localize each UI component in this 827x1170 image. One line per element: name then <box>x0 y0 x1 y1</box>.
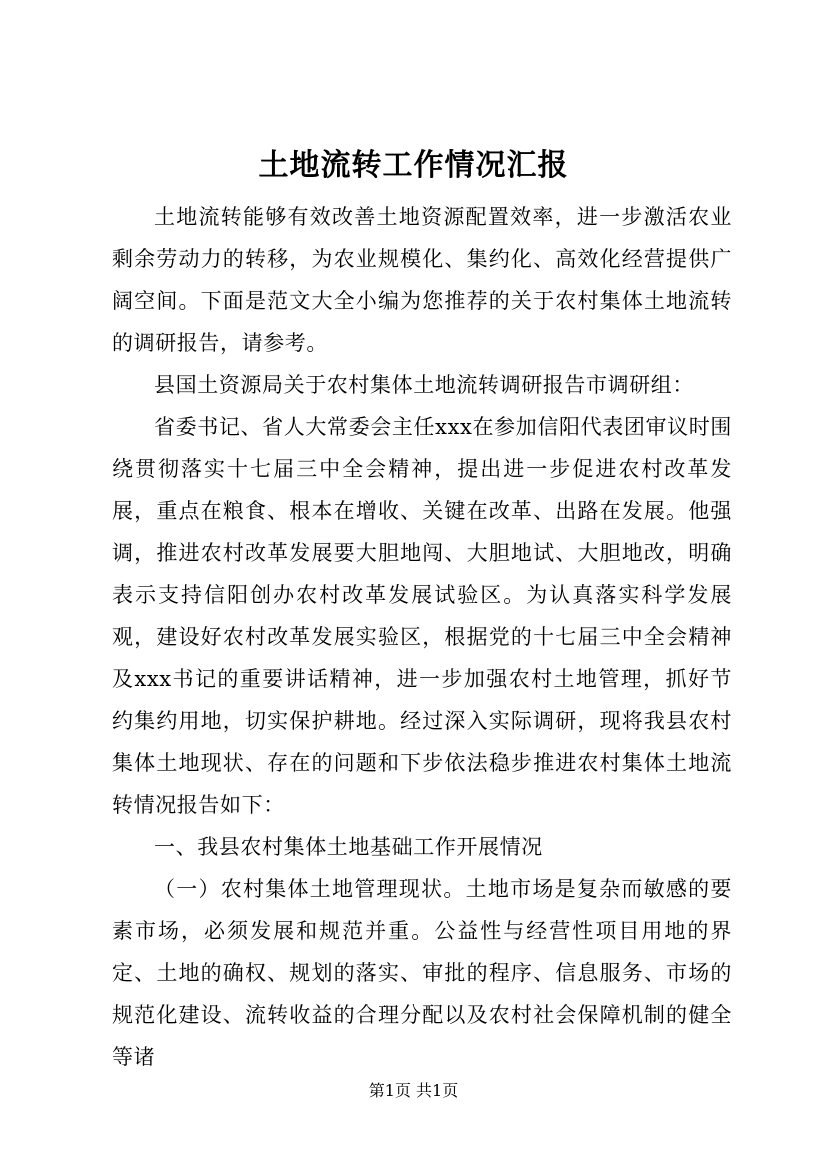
paragraph-management-status: （一）农村集体土地管理现状。土地市场是复杂而敏感的要素市场，必须发展和规范并重。公益性与经营性项目用地的界定、土地的确权、规划的落实、审批的程序、信息服务、市场的规范化建设、流转收益的合理分配以及农村社会保障机制的健全等诸 <box>112 877 732 1069</box>
paragraph-background: 省委书记、省人大常委会主任xxx在参加信阳代表团审议时围绕贯彻落实十七届三中全会精神，提出进一步促进农村改革发展，重点在粮食、根本在增收、关键在改革、出路在发展。他强调，推进农村改革发展要大胆地闯、大胆地试、大胆地改，明确表示支持信阳创办农村改革发展试验区。为认真落实科学发展观，建设好农村改革发展实验区，根据党的十七届三中全会精神及xxx书记的重要讲话精神，进一步加强农村土地管理，抓好节约集约用地，切实保护耕地。经过深入实际调研，现将我县农村集体土地现状、存在的问题和下步依法稳步推进农村集体土地流转情况报告如下： <box>112 415 732 817</box>
page-number-footer: 第1页 共1页 <box>368 1081 459 1100</box>
document-body <box>112 196 732 1078</box>
paragraph-report-heading: 县国土资源局关于农村集体土地流转调研报告市调研组： <box>154 373 694 397</box>
section-heading-1: 一、我县农村集体土地基础工作开展情况 <box>154 835 543 859</box>
paragraph-intro: 土地流转能够有效改善土地资源配置效率，进一步激活农业剩余劳动力的转移，为农业规模化、集约化、高效化经营提供广阔空间。下面是范文大全小编为您推荐的关于农村集体土地流转的调研报告，请参考。 <box>112 205 732 355</box>
document-title: 土地流转工作情况汇报 <box>258 148 569 183</box>
